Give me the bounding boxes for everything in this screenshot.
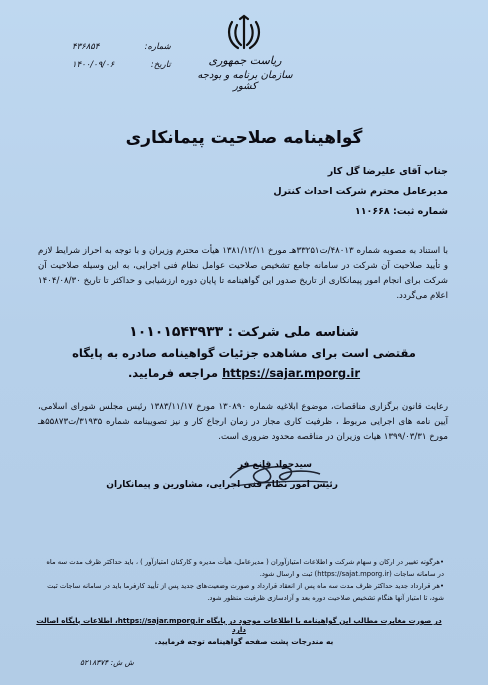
approval-paragraph: با استناد به مصوبه شماره ۴۸۰۱۳/ت۳۳۲۵۱هـ مورخ ۱۳۸۱/۱۲/۱۱ هیأت محترم وزیران و با توجه به احراز شرایط لازم و تأیید صلاحیت آن شرکت در سامانه جامع تشخیص صلاحیت عوامل نظام فنی اجرایی، به این وسیله صلاحیت آن شرکت برای انجام امور پیمانکاری از تاریخ صدور این گواهینامه تا پایان دوره ارزشیابی و حداکثر تا تاریخ ۱۴۰۴/۰۸/۳۰ اعلام می‌گردد. (38, 246, 448, 301)
emblem-icon (224, 14, 264, 54)
signatory-name: سیدجواد قانع فر (237, 460, 312, 470)
letter-number-value: ۴۳۶۸۵۴ (72, 42, 100, 52)
visit-suffix: مراجعه فرمایید. (127, 366, 219, 380)
national-id-label: شناسه ملی شرکت : (227, 325, 359, 340)
header-presidency: ریاست جمهوری (208, 54, 282, 67)
registration-label: شماره ثبت: (393, 206, 448, 217)
registration-number: ۱۱۰۶۶۸ (354, 206, 390, 217)
serial-number: ش ش: ۵۲۱۸۳۷۴ (80, 658, 134, 667)
letter-date-row (72, 58, 171, 72)
notes-list (38, 556, 444, 604)
certificate-title: گواهینامه صلاحیت پیمانکاری (125, 128, 363, 148)
recipient-name: جناب آقای علیرضا گل کار (327, 166, 448, 177)
note-item: •هرگونه تغییر در ارکان و سهام شرکت و اطلاعات امتیازآوران ( مدیرعامل، هیأت مدیره و کارکنان امتیازآور ) ، باید حداکثر ظرف مدت سه ماه در سامانه ساجات (https://sajat.mporg.ir) ثبت و ارسال شود. (46, 558, 444, 578)
recipient-position: مدیرعامل محترم شرکت احداث کنترل (273, 186, 448, 197)
national-id-row (0, 324, 488, 340)
validity-warning: در صورت مغایرت مطالب این گواهینامه با اطلاعات موجود در پایگاه https://sajar.mporg.ir، اطلاعات پایگاه اصالت دارد (36, 616, 442, 634)
letter-number-row (72, 40, 171, 54)
letter-date-value: ۱۴۰۰/۰۹/۰۶ (72, 60, 115, 70)
header-organization: سازمان برنامه و بودجه کشور (197, 70, 293, 92)
visit-url-row (0, 366, 488, 380)
legal-paragraph: رعایت قانون برگزاری مناقصات، موضوع ابلاغیه شماره ۱۳۰۸۹۰ مورخ ۱۳۸۳/۱۱/۱۷ رئیس مجلس شورای اسلامی، آیین نامه های اجرایی مربوط ، ظرفیت کاری مجاز در زمان ارجاع کار و نیز تصویبنامه شماره ۳۱۹۳۵/ت۵۵۸۷۳هـ مورخ ۱۳۹۹/۰۳/۳۱ هیات وزیران در مناقصه محدود ضروری است. (38, 402, 448, 442)
registration-row (355, 206, 448, 217)
note-item: •هر قرارداد جدید حداکثر ظرف مدت سه ماه پس از انعقاد قرارداد و صورت وضعیت‌های جدید پس از تأیید کارفرما باید در سامانه ساجات ثبت شود، تا امتیاز آنها هنگام تشخیص صلاحیت دوره بعد و آزادسازی ظرفیت منظور شود. (47, 582, 444, 602)
national-id-value: ۱۰۱۰۱۵۴۳۹۳۳ (129, 324, 224, 340)
sajar-link[interactable]: https://sajar.mporg.ir (222, 366, 361, 380)
visit-instruction: مقتضی است برای مشاهده جزئیات گواهینامه صادره به پایگاه (72, 346, 416, 360)
letter-date-label: تاریخ: (150, 60, 171, 70)
back-page-note: به مندرجات پشت صفحه گواهینامه توجه فرمایید. (154, 637, 334, 646)
letter-number-label: شماره: (144, 42, 171, 52)
signatory-position: رئیس امور نظام فنی اجرایی، مشاورین و پیمانکاران (106, 480, 338, 490)
